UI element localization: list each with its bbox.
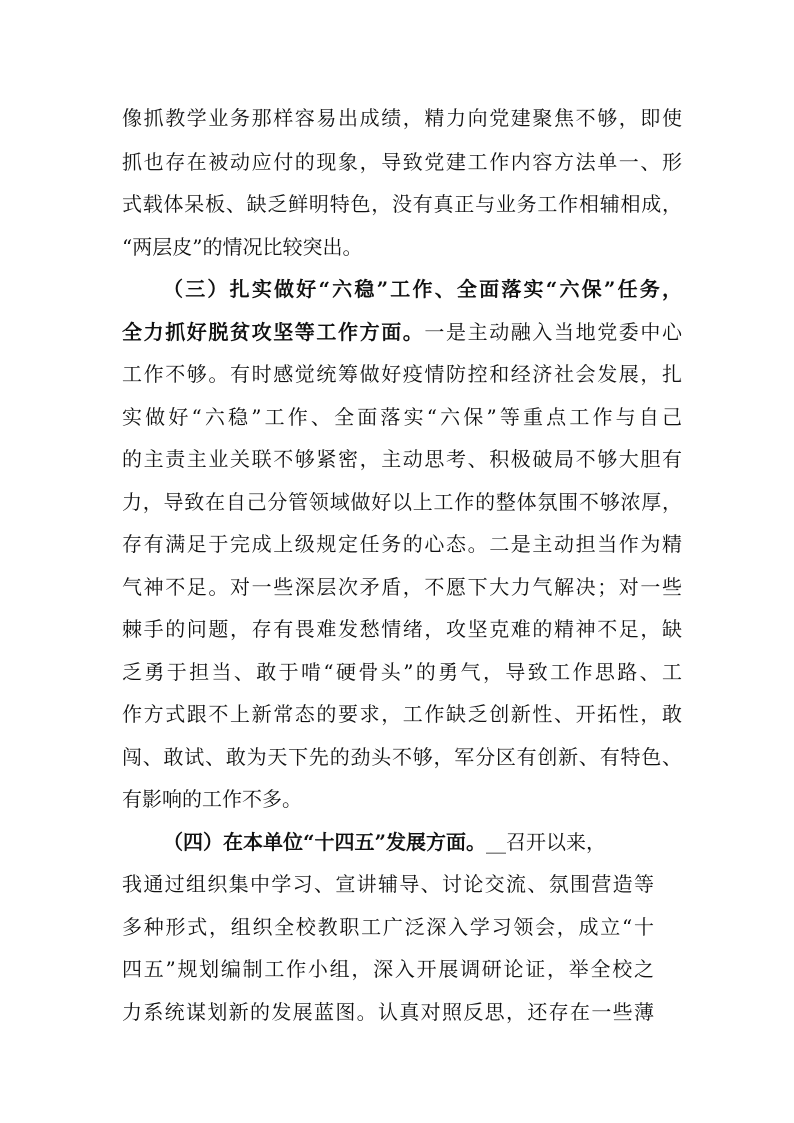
section-heading-3-tail: 全力抓好脱贫攻坚等工作方面。 <box>122 320 425 344</box>
paragraph-line: 作方式跟不上新常态的要求，工作缺乏创新性、开拓性，敢 <box>122 702 682 726</box>
paragraph-line: 像抓教学业务那样容易出成绩，精力向党建聚焦不够，即使 <box>122 106 682 130</box>
section-heading-4-title: （四）在本单位“十四五”发展方面。 <box>163 830 487 854</box>
paragraph-line: 的主责主业关联不够紧密，主动思考、积极破局不够大胆有 <box>122 447 682 471</box>
paragraph-line: 式载体呆板、缺乏鲜明特色，没有真正与业务工作相辅相成， <box>122 192 682 216</box>
paragraph-line: 工作不够。有时感觉统筹做好疫情防控和经济社会发展，扎 <box>122 362 682 386</box>
paragraph-line: 多种形式，组织全校教职工广泛深入学习领会，成立“十 <box>122 915 654 939</box>
section-heading-3: （三）扎实做好“六稳”工作、全面落实“六保”任务， <box>163 277 682 301</box>
paragraph-line: 存有满足于完成上级规定任务的心态。二是主动担当作为精 <box>122 532 682 556</box>
paragraph-line: 棘手的问题，存有畏难发愁情绪，攻坚克难的精神不足，缺 <box>122 617 682 641</box>
paragraph-line: 闯、敢试、敢为天下先的劲头不够，军分区有创新、有特色、 <box>122 745 682 769</box>
paragraph-line: 我通过组织集中学习、宣讲辅导、讨论交流、氛围营造等 <box>122 872 654 896</box>
section-heading-3-continued <box>122 318 682 346</box>
paragraph-line: 抓也存在被动应付的现象，导致党建工作内容方法单一、形 <box>122 150 682 174</box>
paragraph-text: __召开以来， <box>486 830 607 854</box>
paragraph-line: 乏勇于担当、敢于啃“硬骨头”的勇气，导致工作思路、工 <box>122 660 682 684</box>
paragraph-line: “两层皮”的情况比较突出。 <box>122 235 363 259</box>
paragraph-line: 四五”规划编制工作小组，深入开展调研论证，举全校之 <box>122 957 654 981</box>
section-heading-4 <box>163 828 643 856</box>
paragraph-line: 实做好“六稳”工作、全面落实“六保”等重点工作与自己 <box>122 405 682 429</box>
paragraph-line: 有影响的工作不多。 <box>122 787 302 811</box>
paragraph-line: 气神不足。对一些深层次矛盾，不愿下大力气解决；对一些 <box>122 575 682 599</box>
paragraph-line: 力系统谋划新的发展蓝图。认真对照反思，还存在一些薄 <box>122 1000 654 1024</box>
paragraph-line: 力，导致在自己分管领域做好以上工作的整体氛围不够浓厚， <box>122 490 682 514</box>
paragraph-text: 一是主动融入当地党委中心 <box>424 320 682 344</box>
